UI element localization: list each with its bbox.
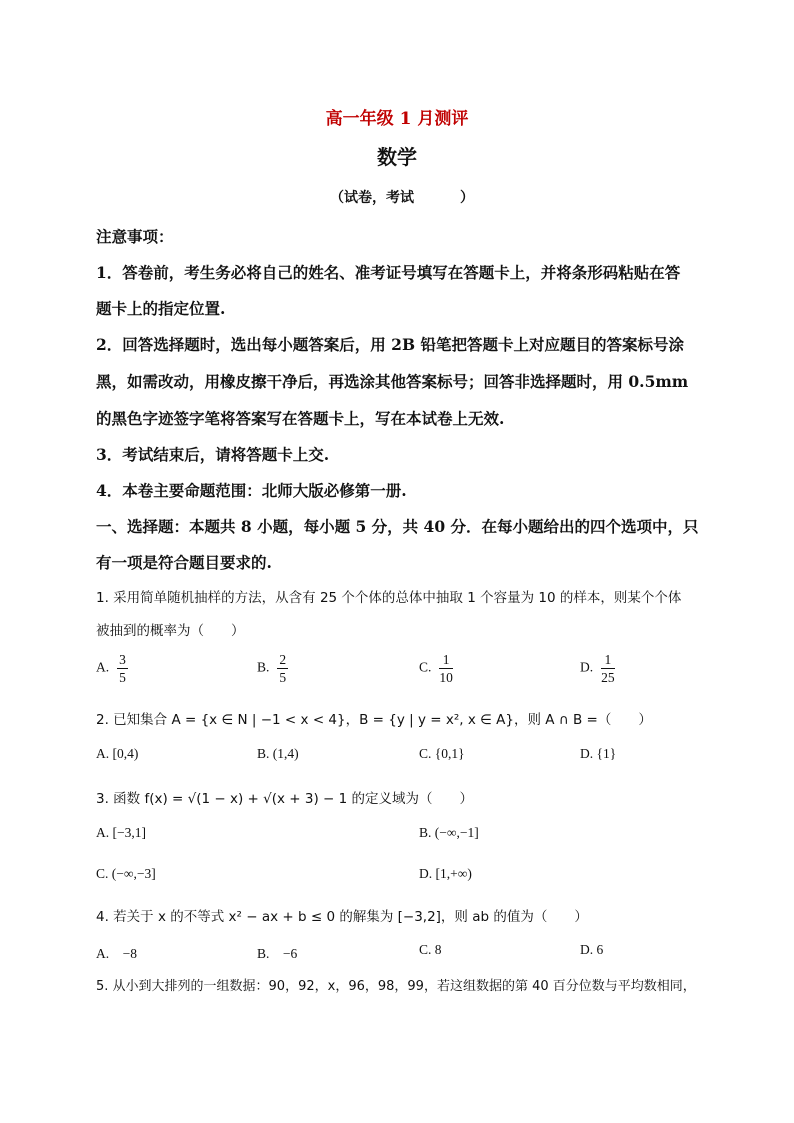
q1-option-c[interactable]: C. $\frac{1}{10}$ [419, 652, 453, 685]
q5-stem: 5. 从小到大排列的一组数据：90，92，x，96，98，99，若这组数据的第 40 百分位数与平均数相同， [96, 979, 696, 994]
q4-stem: 4. 若关于 x 的不等式 x² − ax + b ≤ 0 的解集为 [−3,2]，则 ab 的值为（ ） [96, 909, 588, 925]
q2-option-d[interactable]: D. {1} [580, 746, 617, 761]
paren-left: （试卷，考试 [330, 190, 414, 206]
section-heading-line-1: 一、选择题：本题共 8 小题，每小题 5 分，共 40 分．在每小题给出的四个选项中，只 [96, 517, 699, 536]
q4-option-b[interactable]: B. −6 [257, 946, 298, 961]
q3-option-a[interactable]: A. [−3,1] [96, 825, 146, 840]
q1-option-a[interactable]: A. $\frac{3}{5}$ [96, 652, 126, 685]
q1-option-b[interactable]: B. $\frac{2}{5}$ [257, 652, 287, 685]
notes-heading: 注意事项： [96, 227, 174, 246]
q4-option-c[interactable]: C. 8 [419, 942, 442, 957]
q1-stem-line-2: 被抽到的概率为（ ） [96, 623, 245, 639]
q2-option-b[interactable]: B. (1,4) [257, 746, 299, 761]
q4-option-d[interactable]: D. 6 [580, 942, 604, 957]
q4-option-a[interactable]: A. −8 [96, 946, 137, 961]
q3-stem: 3. 函数 f(x) = √(1 − x) + √(x + 3) − 1 的定义域为（ ） [96, 791, 474, 807]
exam-note-paren [330, 187, 474, 207]
q3-option-d[interactable]: D. [1,+∞) [419, 866, 472, 881]
note-4: 4．本卷主要命题范围：北师大版必修第一册. [96, 481, 407, 500]
note-3: 3．考试结束后，请将答题卡上交. [96, 445, 330, 464]
note-1-line-1: 1．答卷前，考生务必将自己的姓名、准考证号填写在答题卡上，并将条形码粘贴在答 [96, 263, 681, 282]
q3-option-b[interactable]: B. (−∞,−1] [419, 825, 479, 840]
subject-title: 数学 [377, 145, 417, 169]
q1-stem-line-1: 1. 采用简单随机抽样的方法，从含有 25 个个体的总体中抽取 1 个容量为 10 的样本，则某个个体 [96, 590, 682, 606]
note-2-line-1: 2．回答选择题时，选出每小题答案后，用 2B 铅笔把答题卡上对应题目的答案标号涂 [96, 335, 684, 354]
q2-stem: 2. 已知集合 A = {x ∈ N | −1 < x < 4}，B = {y | y = x², x ∈ A}，则 A ∩ B =（ ） [96, 712, 652, 728]
section-heading-line-2: 有一项是符合题目要求的. [96, 553, 272, 572]
q1-option-d[interactable]: D. $\frac{1}{25}$ [580, 652, 615, 685]
paren-right: ） [460, 190, 474, 206]
note-1-line-2: 题卡上的指定位置. [96, 299, 226, 318]
q3-option-c[interactable]: C. (−∞,−3] [96, 866, 156, 881]
q2-option-c[interactable]: C. {0,1} [419, 746, 465, 761]
note-2-line-3: 的黑色字迹签字笔将答案写在答题卡上，写在本试卷上无效. [96, 409, 505, 428]
note-2-line-2: 黑，如需改动，用橡皮擦干净后，再选涂其他答案标号；回答非选择题时，用 0.5mm [96, 372, 689, 391]
q2-option-a[interactable]: A. [0,4) [96, 746, 139, 761]
exam-title: 高一年级 1 月测评 [325, 109, 469, 129]
